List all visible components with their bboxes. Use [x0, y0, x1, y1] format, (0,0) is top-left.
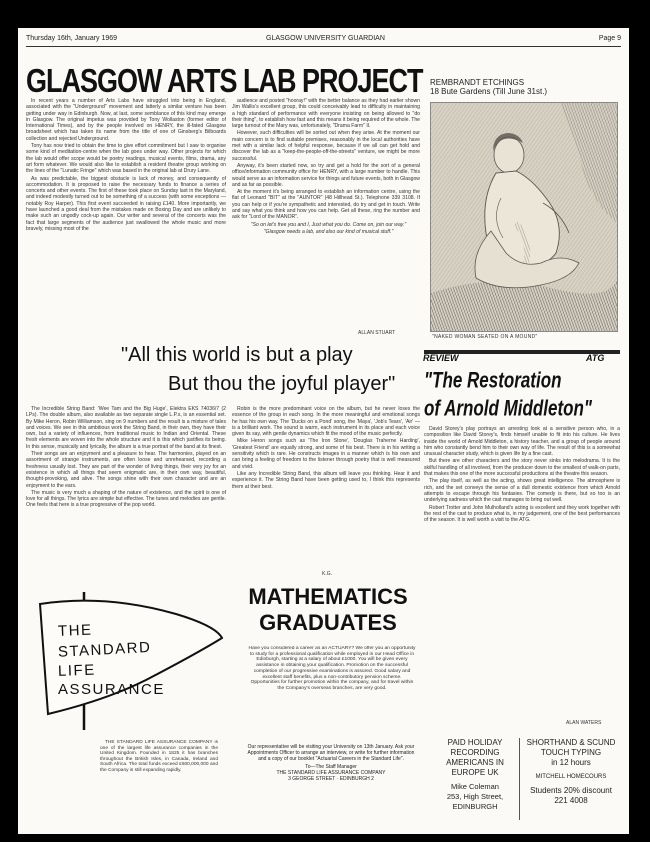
etching-image [430, 102, 618, 332]
paragraph: audience and posted "hooray!" with the better balance as they had earlier shown Jim Wallis's excellent group, this could conceivably lead to difficulty in maintaining a high standard of performance with everyone insisting on being allowed to "do their thing", to establish how fast and this means it being required of the whole. The large turnout of the Mary was, unfortunately, "Drama Farm" II. [232, 98, 420, 130]
music-column-1 [26, 406, 226, 604]
arts-lab-column-2 [232, 98, 420, 326]
maths-footer-line: To—The Staff Manager [305, 764, 357, 770]
review-label: REVIEW [423, 353, 459, 363]
music-quote-line-1: "All this world is but a play [121, 344, 353, 366]
ad-line: EUROPE UK [451, 768, 499, 777]
music-quote-line-2: But thou the joyful player" [168, 373, 396, 395]
flag-line: LIFE [57, 661, 96, 680]
paragraph: The play itself, as well as the acting, shows great intelligence. The atmosphere is rich, and the set conveys the sense of a dull domestic existence from which Arnold attempts to escape through his fantasies. The comedy is there, but so too is an underlying sadness which the cast manages to bring out well. [424, 478, 620, 504]
maths-title-line: MATHEMATICS [248, 584, 408, 609]
folio-date: Thursday 16th, January 1969 [26, 35, 118, 42]
maths-ad-body [248, 646, 416, 744]
paragraph: Tony has now tried to obtain the time to give effort commitment but I saw to organise some kind of meditation-centre when the lab goes under way. Other projects for which the lab would offer scope would be poetry readings, musical events, films, drama, any art form whatever. We would also like to establish a resident theatre group working on the lines of the "Lunatic Fringe" which was based in the original lab at Drury Lane. [26, 143, 226, 175]
holiday-ad [431, 738, 520, 820]
maths-ad-title [238, 584, 418, 636]
ad-phone: 221 4008 [554, 796, 588, 805]
etchings-header [430, 78, 547, 96]
music-initials: K.G. [322, 571, 333, 577]
review-title-line-2: of Arnold Middleton" [424, 396, 592, 421]
ad-line: RECORDING [450, 748, 500, 757]
folio-paper-name: GLASGOW UNIVERSITY GUARDIAN [266, 35, 385, 42]
paragraph: David Storey's play portrays an arresting look at a sensitive person who, in a composition like David Storey's, finds himself unable to fit into his culture. He lives inside the world of Arnold Middleton, a history teacher, and a group of people around him who constantly bend him to their own way of life. The result of this is a somewhat unusual character study, which is given life by a fine cast. [424, 426, 620, 458]
review-title-line-1: "The Restoration [424, 368, 562, 393]
paragraph: In recent years a number of Arts Labs have struggled into being in England, associated with the "Underground" movement and latterly a similar venture has been getting under way in Edinburgh. Now, at last, some semblance of this kind may emerge in Glasgow. The original impetus was provided by Tony Wollaston (former editor of International Times), and by the people involved on HENRY, the ill-fated Glasgow broadsheet which has taken its name from the title of one of Ginsberg's Bilboards collection and rejected Underground. [26, 98, 226, 142]
ad-contact-name: Mike Coleman [451, 782, 499, 791]
paragraph: At the moment it's being arranged to establish an information centre, using the flat of Leonard "BIT" at the "AUNTOR" (48 Hillhead St.). Telephone 339 3108. If you can help or if you're sympathetic and interested, do try and get in touch. Write and say what you think and how you can help. Get all these, ring the number and ask for "Lord of the MANOR". [232, 189, 420, 221]
seated-woman-etching-icon [431, 103, 617, 331]
paragraph: Mike Heron songs such as 'The Iron Stone', 'Douglas Traherne Harding', 'Greatest Friend' are equally strong, and some of his best. There is in his writing a sensitivity which is rare. He constructs images in a manner which is his own and can bring a feeling of freedom to the listener through poetry that is well measured and vivid. [232, 438, 420, 470]
paragraph: Have you considered a career as an ACTUARY? We offer you an opportunity to study for a professional qualification while employed in our Head Office in Edinburgh, starting at a salary of about £1000. You will be given every assistance in obtaining your qualification. Promotion on the successful completion of our progressive examinations is assured. Good salary and excellent staff benefits, plus a non-contributory pension scheme. Opportunities for further promotion within the company, and for travel within the Company's overseas branches, are very good. [248, 646, 416, 691]
etching-caption: "NAKED WOMAN SEATED ON A MOUND" [432, 334, 538, 340]
paragraph: Robert Trotter and John Mulholland's acting is excellent and they work together with the rest of the cast to produce what is, in my judgement, one of the best performances of the season. It is well worth a visit to the ATG. [424, 504, 620, 524]
flag-line: STANDARD [57, 638, 152, 661]
maths-ad-footer [246, 744, 416, 782]
paragraph: THE STANDARD LIFE ASSURANCE COMPANY is one of the largest life assurance companies in the United Kingdom. Founded in 1825 it has branches throughout the British Isles, in Canada, Ireland and South Africa. The total funds exceed £600,000,000 and the Company is still expanding rapidly. [100, 740, 218, 773]
paragraph: But there are other characters and the story never sinks into melodrama. It is the skilful handling of all involved, from the producer down to the smallest of walk-on parts, that makes this one of the more successful productions at the theatre this season. [424, 458, 620, 478]
quote-paragraph: "So on let's free you and I, Just what you do. Come on, join our way." [250, 221, 407, 228]
flag-line: ASSURANCE [58, 681, 165, 698]
maths-footer-line: 3 GEORGE STREET · EDINBURGH 2 [288, 776, 374, 782]
paragraph: Robin is the more predominant voice on the album, but he never loses the essence of the group in each song. In the more meaningful and emotional songs he has his own way. The 'Ducks on a Pond' song, the 'Maya', 'Job's Tears', 'Air' — is a brilliant work. The sound is warm, each instrument in its place and each voice given its say, with gentle dynamics which fit the mood of the music perfectly. [232, 406, 420, 438]
maths-footer-line: Our representative will be visiting your University on 13th January. Ask your Appointments Officer to arrange an interview, or write for further information and a copy of our booklet "Actuarial Careers in the Standard Life". [247, 744, 415, 762]
maths-title-line: GRADUATES [259, 610, 397, 635]
paragraph: The Incredible String Band: 'Wee Tam and the Big Huge', Elektra EKS 74036/7 (2 LPs). The double album, also available as two separate single L.P.s, is an essential set. By Mike Heron, Robin Williamson, sing on 9 numbers and the result is a mixture of tales and voices. We see in this ambitious work the String Band, in their own, they have their own, but a variety of influences, from traditional music to Indian and Oriental. These fresh elements are woven into the whole structure and it is this which justifies its being. In this sense, musically and lyrically, the album is a true portrait of the band at its finest. [26, 406, 226, 450]
ad-contact-address: 253, High Street, [446, 792, 504, 801]
arts-lab-headline: GLASGOW ARTS LAB PROJECT [26, 62, 423, 100]
music-column-2 [232, 406, 420, 568]
ad-line: in 12 hours [551, 758, 591, 767]
arts-lab-author: ALLAN STUART [358, 330, 396, 336]
newspaper-page [18, 28, 629, 834]
arts-lab-column-1 [26, 98, 226, 326]
quote-paragraph: "Glasgow needs a lab, and also our kind of musical stuff." [263, 228, 394, 235]
paragraph: Like any Incredible String Band, this album will leave you thinking. Hear it and experience it. The String Band have been getting used to, I think this represents them at their best. [232, 470, 420, 490]
typing-ad [521, 738, 621, 820]
ad-line: AMERICANS IN [446, 758, 504, 767]
maths-footer-line: THE STANDARD LIFE ASSURANCE COMPANY [276, 770, 386, 776]
review-body [424, 426, 620, 716]
paragraph: As was predictable, the biggest obstacle is lack of money, and consequently of accommodation. It is proposed to raise the necessary funds to finance a series of concerts and other events. The first of these took place on Sunday last in the Maryland, and indeed modestly turned out to be something of a success (with some exceptions — notably Roy Harper). This first event succeeded in raising £140. More importantly, we have launched a good deal from the mistakes made on Boxing Day and are unlikely to make such an ungodly cock-up again. Our writer and several of the concerts was the fact that large segments of the audience just swallowed the whole music and more bravely, missing most of the [26, 175, 226, 232]
review-author: ALAN WATERS [566, 720, 602, 726]
etchings-venue: 18 Bute Gardens (Till June 31st.) [430, 87, 548, 96]
ad-discount: Students 20% discount [530, 786, 612, 795]
ad-line: PAID HOLIDAY [447, 738, 503, 747]
flag-line: THE [57, 621, 93, 640]
ad-subline: MITCHELL HOMECOURS [535, 774, 607, 780]
paragraph: However, such difficulties will be sorted out when they arise. At the moment our main concern is to find suitable premises, reasonably in the local authorities have met with a similar lack of helpful response, because if we all can get hold and discover the lab as a "keep-the-people-off-the-streets" venture, we might be more successful. [232, 130, 420, 162]
ad-contact-city: EDINBURGH [452, 802, 498, 811]
folio-page-number: Page 9 [598, 35, 621, 42]
folio-bar [26, 34, 621, 47]
standard-life-body [100, 740, 218, 822]
paragraph: Their songs are an enjoyment and a pleasure to hear. The harmonies, played on an assortment of strange instruments, are often loose and unrehearsed, recording a freshness usually lost. They are part of the wonder of living things, their very joy for an existence in which all things that seem enigmatic are, in their own way, beautiful, thought-provoking, and alive. The songs shine with their own character and are an enjoyment to the ears. [26, 451, 226, 489]
review-venue-label: ATG [586, 353, 605, 363]
ad-line: SHORTHAND & SCUND [526, 738, 616, 747]
etchings-title: REMBRANDT ETCHINGS [430, 78, 525, 87]
standard-life-flag-text [58, 620, 165, 700]
ad-line: TOUCH TYPING [540, 748, 602, 757]
paragraph: The music is very much a shaping of the nature of existence, and the spirit is one of love for all things. The lyrics are simple but effective. The tunes and melodies are gentle. One feels that here is a true progressive of the pop world. [26, 489, 226, 509]
paragraph: Anyway, it's been started now, so try and get a hold for the sort of a general office/information community office for HENRY, with a large number to handle. This would serve as an information service for things and future events, both in Glasgow and as far as possible. [232, 162, 420, 188]
